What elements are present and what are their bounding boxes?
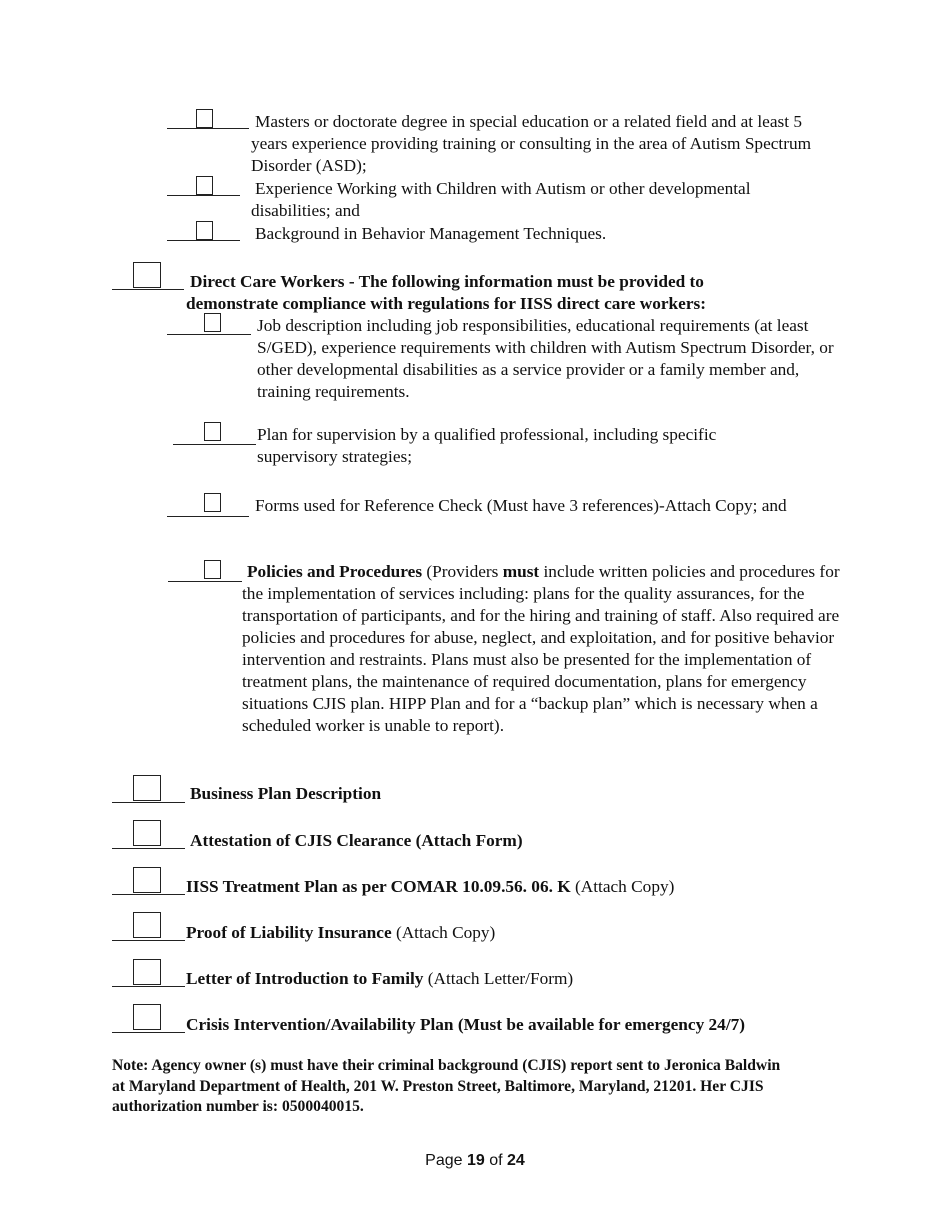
- item-text: [186, 1014, 745, 1036]
- item-text: Background in Behavior Management Techniques.: [255, 224, 607, 243]
- item-bold: Attestation of CJIS Clearance (Attach Form): [190, 831, 523, 850]
- item-text: Masters or doctorate degree in special education or a related field and at least 5 years experience providing training or consulting in the area of Autism Spectrum Disorder (ASD);: [251, 112, 812, 175]
- policies-text: [242, 561, 842, 737]
- item-normal: (Attach Letter/Form): [423, 969, 574, 988]
- checkbox-experience-autism[interactable]: [196, 176, 213, 195]
- item-text: [190, 830, 523, 852]
- checkbox-crisis-plan[interactable]: [133, 1004, 161, 1030]
- checkbox-liability-insurance[interactable]: [133, 912, 161, 938]
- page-footer: [0, 1150, 950, 1172]
- policies-part2: include written policies and procedures for the implementation of services including: plans for the quality assurances, for the transportation of participants, and for the hiring and training of staff. Also required are policies and procedures for abuse, neglect, and exploitation, and for positive behavior intervention and restraints. Plans must also be presented for the implementation of treatment plans, the maintenance of required documentation, plans for emergency situations CJIS plan. HIPP Plan and for a “backup plan” which is necessary when a scheduled worker is unable to report).: [242, 562, 840, 735]
- checkbox-cjis-clearance[interactable]: [133, 820, 161, 846]
- item-normal: (Attach Copy): [570, 877, 675, 896]
- checkbox-treatment-plan[interactable]: [133, 867, 161, 893]
- item-text: Job description including job responsibilities, educational requirements (at least S/GED), experience requirements with children with Autism Spectrum Disorder, or other developmental disabilities as a service provider or a family member and, training requirements.: [257, 316, 834, 401]
- item-text: [190, 783, 381, 805]
- item-text: [186, 876, 674, 898]
- checkbox-job-description[interactable]: [204, 313, 221, 332]
- cjis-note: Note: Agency owner (s) must have their criminal background (CJIS) report sent to Jeronica Baldwin at Maryland Department of Health, 201 W. Preston Street, Baltimore, Maryland, 21201. Her CJIS authorization number is: 0500040015.: [112, 1057, 781, 1115]
- item-bold: IISS Treatment Plan as per COMAR 10.09.56. 06. K: [186, 877, 571, 896]
- checkbox-policies-procedures[interactable]: [204, 560, 221, 579]
- footer-sep: of: [484, 1152, 508, 1169]
- checkbox-behavior-management[interactable]: [196, 221, 213, 240]
- checkbox-direct-care[interactable]: [133, 262, 161, 288]
- footer-prefix: Page: [425, 1152, 467, 1169]
- policies-label: Policies and Procedures: [247, 562, 423, 581]
- item-text: [186, 968, 573, 990]
- checkbox-masters-degree[interactable]: [196, 109, 213, 128]
- item-text: Experience Working with Children with Autism or other developmental disabilities; and: [251, 179, 751, 220]
- page-current: 19: [466, 1152, 485, 1169]
- checkbox-business-plan[interactable]: [133, 775, 161, 801]
- item-text: Plan for supervision by a qualified professional, including specific supervisory strategies;: [257, 425, 717, 466]
- item-bold: Proof of Liability Insurance: [186, 923, 392, 942]
- item-text: Forms used for Reference Check (Must have 3 references)-Attach Copy; and: [255, 496, 787, 515]
- item-bold: Crisis Intervention/Availability Plan (Must be available for emergency 24/7): [186, 1015, 746, 1034]
- policies-must: must: [502, 562, 540, 581]
- checkbox-reference-check[interactable]: [204, 493, 221, 512]
- item-bold: Business Plan Description: [190, 784, 382, 803]
- item-normal: (Attach Copy): [391, 923, 496, 942]
- direct-care-heading: Direct Care Workers - The following information must be provided to demonstrate compliance with regulations for IISS direct care workers:: [186, 272, 706, 313]
- item-bold: Letter of Introduction to Family: [186, 969, 424, 988]
- policies-part1: (Providers: [422, 562, 503, 581]
- checkbox-supervision-plan[interactable]: [204, 422, 221, 441]
- checkbox-letter-introduction[interactable]: [133, 959, 161, 985]
- item-text: [186, 922, 495, 944]
- page-total: 24: [507, 1152, 525, 1169]
